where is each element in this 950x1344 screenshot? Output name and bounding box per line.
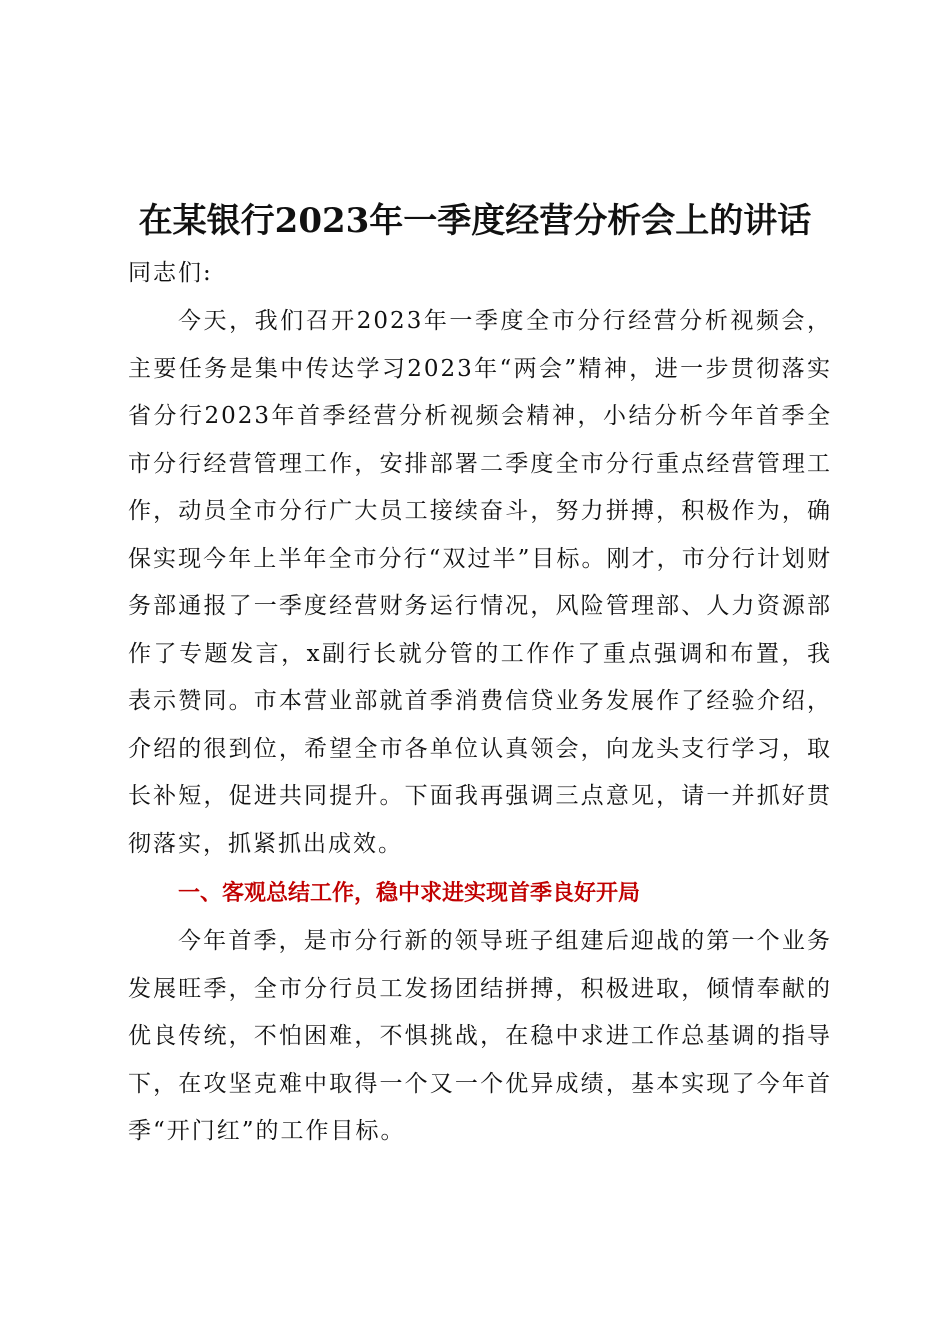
section-heading-1: 一、客观总结工作，稳中求进实现首季良好开局: [178, 881, 641, 906]
paragraph-section-1: 今年首季，是市分行新的领导班子组建后迎战的第一个业务发展旺季，全市分行员工发扬团结拼搏，积极进取，倾情奉献的优良传统，不怕困难，不惧挑战，在稳中求进工作总基调的指导下，在攻坚克难中取得一个又一个优异成绩，基本实现了今年首季“开门红”的工作目标。: [128, 928, 832, 1144]
salutation: 同志们:: [128, 260, 213, 286]
document-title: 在某银行2023年一季度经营分析会上的讲话: [138, 201, 812, 241]
paragraph-intro: 今天，我们召开2023年一季度全市分行经营分析视频会，主要任务是集中传达学习2023年“两会”精神，进一步贯彻落实省分行2023年首季经营分析视频会精神，小结分析今年首季全市分行经营管理工作，安排部署二季度全市分行重点经营管理工作，动员全市分行广大员工接续奋斗，努力拼搏，积极作为，确保实现今年上半年全市分行“双过半”目标。刚才，市分行计划财务部通报了一季度经营财务运行情况，风险管理部、人力资源部作了专题发言，x副行长就分管的工作作了重点强调和布置，我表示赞同。市本营业部就首季消费信贷业务发展作了经验介绍，介绍的很到位，希望全市各单位认真领会，向龙头支行学习，取长补短，促进共同提升。下面我再强调三点意见，请一并抓好贯彻落实，抓紧抓出成效。: [128, 308, 832, 857]
